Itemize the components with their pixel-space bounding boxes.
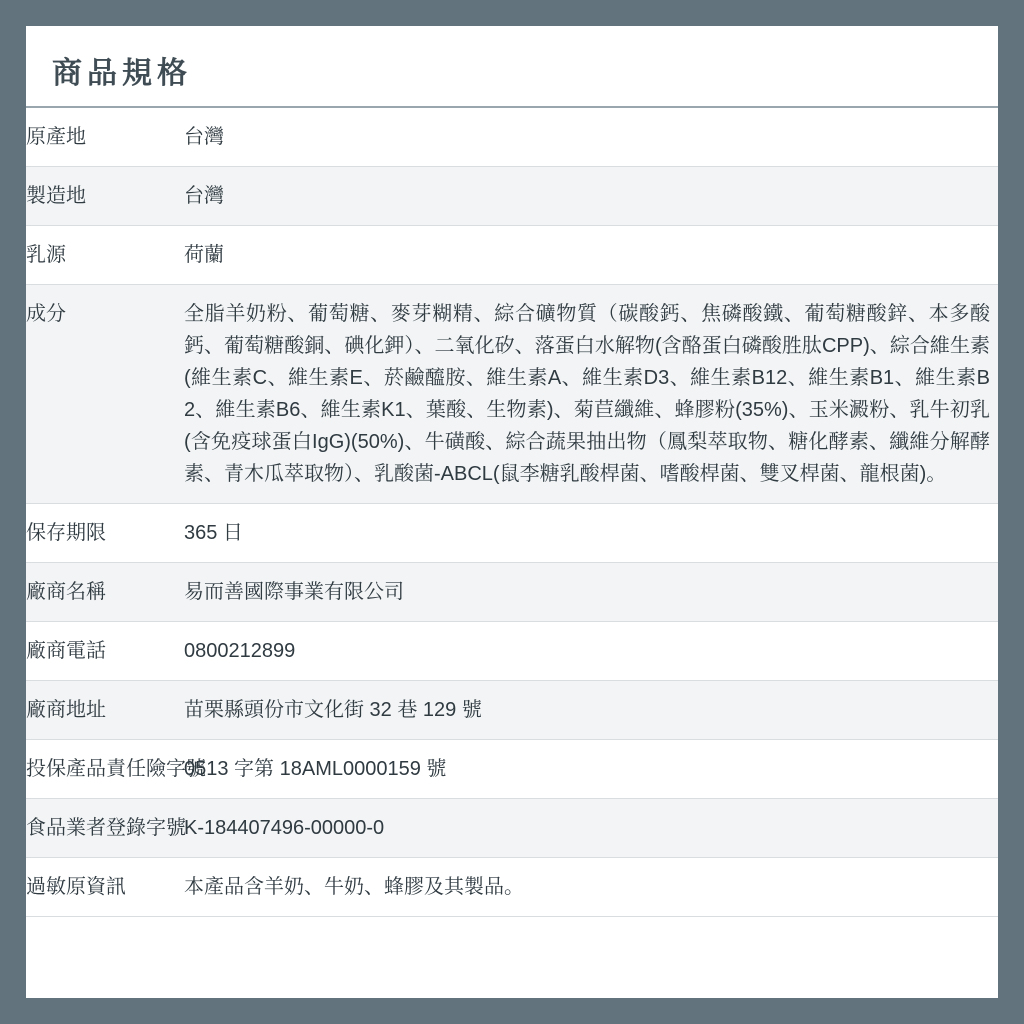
page-title: 商品規格 xyxy=(26,48,998,108)
spec-value: 0513 字第 18AML0000159 號 xyxy=(184,758,447,780)
table-row xyxy=(26,504,998,563)
spec-value: 台灣 xyxy=(184,126,224,148)
spec-label: 廠商電話 xyxy=(26,640,106,662)
spec-table-body xyxy=(26,108,998,917)
spec-label: 食品業者登錄字號 xyxy=(26,817,186,839)
table-row xyxy=(26,108,998,167)
spec-label: 廠商名稱 xyxy=(26,581,106,603)
spec-label: 成分 xyxy=(26,303,66,325)
spec-value: 本產品含羊奶、牛奶、蜂膠及其製品。 xyxy=(184,876,524,898)
spec-value: 苗栗縣頭份市文化街 32 巷 129 號 xyxy=(184,699,482,721)
spec-label: 乳源 xyxy=(26,244,66,266)
table-row xyxy=(26,563,998,622)
spec-label: 投保產品責任險字號 xyxy=(26,758,206,780)
table-row xyxy=(26,167,998,226)
spec-label: 原產地 xyxy=(26,126,86,148)
spec-value: 0800212899 xyxy=(184,640,296,662)
spec-content xyxy=(26,26,998,998)
spec-label: 製造地 xyxy=(26,185,86,207)
table-row xyxy=(26,622,998,681)
spec-value: 台灣 xyxy=(184,185,224,207)
frame-border-bottom xyxy=(0,998,1024,1024)
table-row xyxy=(26,681,998,740)
table-row-ingredients xyxy=(26,285,998,504)
table-row xyxy=(26,858,998,917)
table-row xyxy=(26,226,998,285)
spec-value-ingredients: 全脂羊奶粉、葡萄糖、麥芽糊精、綜合礦物質（碳酸鈣、焦磷酸鐵、葡萄糖酸鋅、本多酸鈣、葡萄糖酸銅、碘化鉀）、二氧化矽、落蛋白水解物(含酪蛋白磷酸胜肽CPP)、綜合維生素(維生素C、維生素E、菸鹼醯胺、維生素A、維生素D3、維生素B12、維生素B1、維生素B2、維生素B6、維生素K1、葉酸、生物素)、菊苣纖維、蜂膠粉(35%)、玉米澱粉、乳牛初乳(含免疫球蛋白IgG)(50%)、牛磺酸、綜合蔬果抽出物（鳳梨萃取物、糖化酵素、纖維分解酵素、青木瓜萃取物）、乳酸菌-ABCL(鼠李糖乳酸桿菌、嗜酸桿菌、雙叉桿菌、龍根菌)。 xyxy=(184,303,990,485)
frame-border-left xyxy=(0,0,26,1024)
spec-label: 保存期限 xyxy=(26,522,106,544)
table-row xyxy=(26,799,998,858)
spec-value: K-184407496-00000-0 xyxy=(184,817,385,839)
frame-border-top xyxy=(0,0,1024,26)
table-row xyxy=(26,740,998,799)
spec-value: 荷蘭 xyxy=(184,244,224,266)
spec-table xyxy=(26,108,998,917)
frame-border-right xyxy=(998,0,1024,1024)
spec-label: 廠商地址 xyxy=(26,699,106,721)
spec-label: 過敏原資訊 xyxy=(26,876,126,898)
spec-value: 365 日 xyxy=(184,522,243,544)
spec-value: 易而善國際事業有限公司 xyxy=(184,581,404,603)
